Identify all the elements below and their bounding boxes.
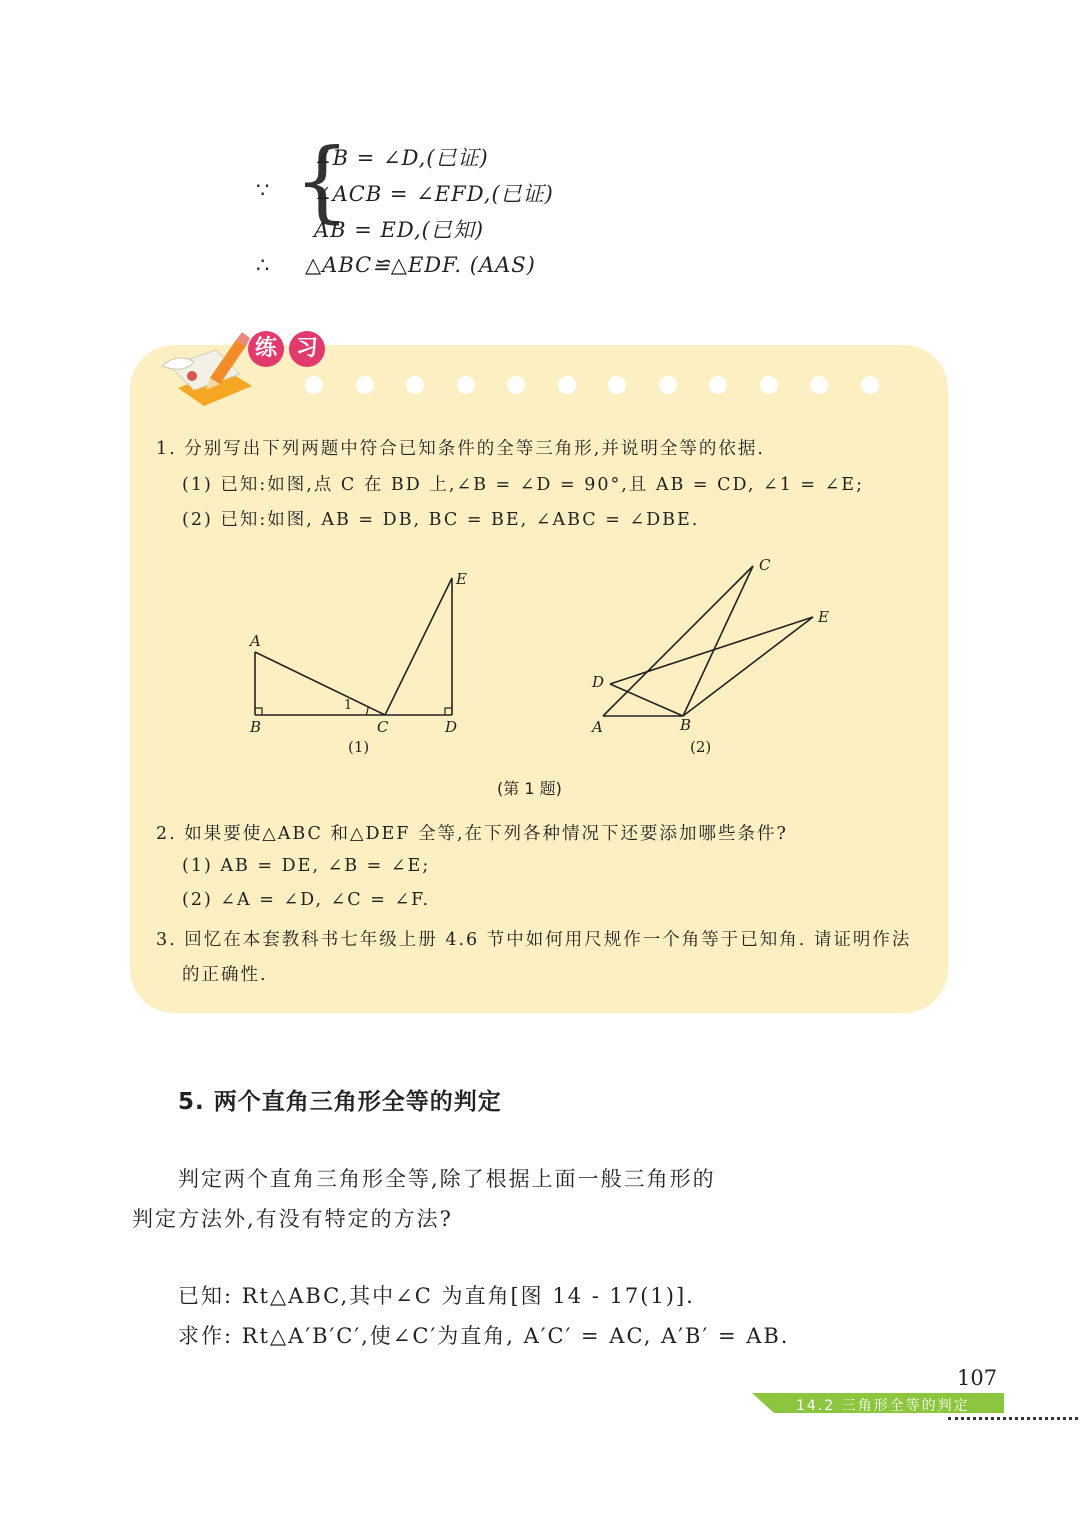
fig2-label-e: E xyxy=(818,608,829,626)
dot xyxy=(810,376,828,394)
fig2-label-a: A xyxy=(592,718,603,736)
section-paragraph-line-2: 判定方法外,有没有特定的方法? xyxy=(132,1207,453,1231)
fig1-label-a: A xyxy=(250,632,261,650)
fig1-angle-label: 1 xyxy=(344,698,353,713)
question-2-part-2: (2) ∠A = ∠D, ∠C = ∠F. xyxy=(182,890,431,910)
therefore-symbol: ∴ xyxy=(256,253,271,277)
practice-title-char-2: 习 xyxy=(289,331,325,367)
fig1-label-e: E xyxy=(456,570,467,588)
dot xyxy=(659,376,677,394)
dot xyxy=(356,376,374,394)
proof-conclusion: △ABC≌△EDF. (AAS) xyxy=(305,253,536,277)
dot xyxy=(558,376,576,394)
page-number: 107 xyxy=(957,1366,998,1390)
footer-dotted-line xyxy=(948,1417,1078,1420)
pencil-paper-icon xyxy=(148,326,258,412)
question-2: 2. 如果要使△ABC 和△DEF 全等,在下列各种情况下还要添加哪些条件? xyxy=(156,824,788,844)
because-symbol: ∵ xyxy=(256,178,271,202)
question-1: 1. 分别写出下列两题中符合已知条件的全等三角形,并说明全等的依据. xyxy=(156,439,765,459)
fig1-label-b: B xyxy=(250,718,262,736)
brace: { xyxy=(294,129,350,232)
question-2-part-1: (1) AB = DE, ∠B = ∠E; xyxy=(182,856,431,876)
fig1-caption: (1) xyxy=(348,738,370,756)
dot xyxy=(608,376,626,394)
fig2-caption: (2) xyxy=(690,738,712,756)
question-1-part-1: (1) 已知:如图,点 C 在 BD 上,∠B = ∠D = 90°,且 AB = CD, ∠1 = ∠E; xyxy=(182,475,864,495)
practice-title-char-1: 练 xyxy=(248,331,284,367)
section-tab-label: 14.2 三角形全等的判定 xyxy=(796,1398,970,1414)
proof-line-1: ∠B = ∠D,(已证) xyxy=(314,146,489,170)
dot xyxy=(709,376,727,394)
dot xyxy=(305,376,323,394)
fig1-label-d: D xyxy=(445,718,458,736)
question-3-line-1: 3. 回忆在本套教科书七年级上册 4.6 节中如何用尺规作一个角等于已知角. 请证明作法 xyxy=(156,930,912,950)
section-heading: 5. 两个直角三角形全等的判定 xyxy=(178,1089,502,1115)
dot xyxy=(507,376,525,394)
figure-2 xyxy=(590,555,830,725)
proof-line-2: ∠ACB = ∠EFD,(已证) xyxy=(314,182,554,206)
figure-caption: (第 1 题) xyxy=(497,779,562,798)
dot xyxy=(760,376,778,394)
dot xyxy=(406,376,424,394)
question-1-part-2: (2) 已知:如图, AB = DB, BC = BE, ∠ABC = ∠DBE. xyxy=(182,510,700,530)
fig1-label-c: C xyxy=(377,718,389,736)
fig2-label-d: D xyxy=(592,673,605,691)
fig2-label-b: B xyxy=(680,716,692,734)
construct-statement: 求作: Rt△A′B′C′,使∠C′为直角, A′C′ = AC, A′B′ = AB. xyxy=(178,1324,790,1348)
fig2-label-c: C xyxy=(759,556,771,574)
dot xyxy=(861,376,879,394)
section-paragraph-line-1: 判定两个直角三角形全等,除了根据上面一般三角形的 xyxy=(178,1167,716,1191)
dot xyxy=(457,376,475,394)
given-statement: 已知: Rt△ABC,其中∠C 为直角[图 14 - 17(1)]. xyxy=(178,1284,695,1308)
proof-line-3: AB = ED,(已知) xyxy=(314,218,485,242)
question-3-line-2: 的正确性. xyxy=(182,965,268,985)
